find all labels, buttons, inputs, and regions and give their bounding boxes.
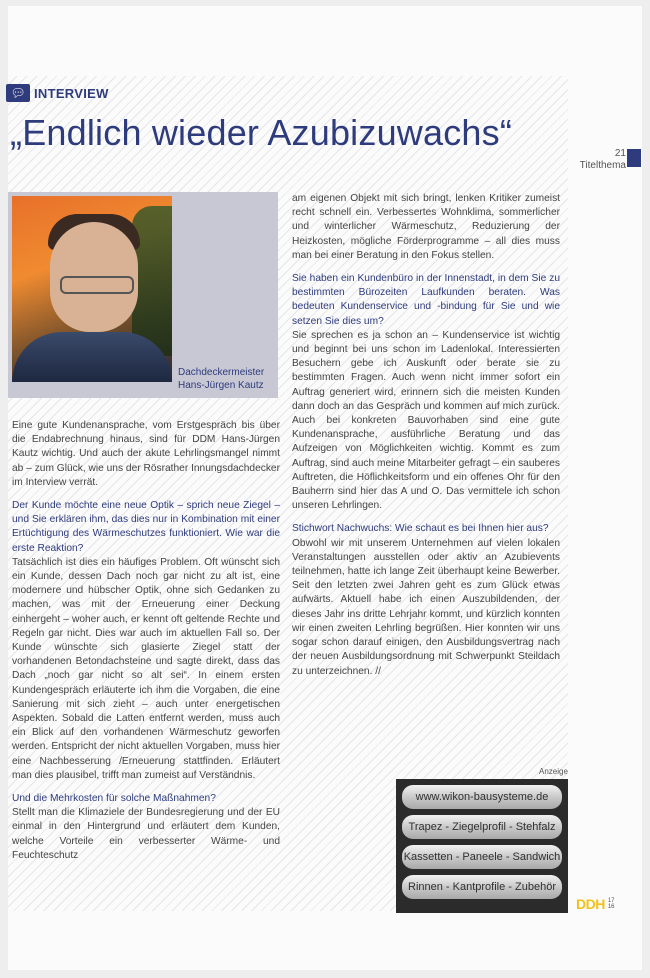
magazine-logo-block	[576, 896, 615, 912]
ddh-logo: DDH	[576, 896, 605, 912]
page-marker	[627, 149, 641, 167]
headline: „Endlich wieder Azubizuwachs“	[10, 112, 513, 153]
portrait-box	[8, 192, 278, 398]
question-4: Stichwort Nachwuchs: Wie schaut es bei Ihnen hier aus?	[292, 523, 549, 535]
ad-website-link[interactable]: www.wikon-bausysteme.de	[402, 785, 562, 809]
speech-bubble-icon: 💬︎	[6, 84, 30, 102]
caption-name: Hans-Jürgen Kautz	[178, 380, 264, 391]
ad-label: Anzeige	[539, 767, 568, 776]
issue-bottom: 16	[607, 904, 615, 910]
photo-caption	[178, 366, 274, 392]
section-label-text: INTERVIEW	[34, 85, 109, 101]
question-1: Der Kunde möchte eine neue Optik – sprich neue Ziegel – und Sie erklären ihm, das dies nur in Kombination mit einer Ertüchtigung des Wärmeschutzes funktioniert. Wie war die erste Reaktion?	[12, 500, 280, 554]
answer-3: Sie sprechen es ja schon an – Kundenservice ist wichtig und beginnt bei uns schon im Ladenlokal. Interessierten Besuchern gebe ich Auskunft oder berate sie zu bestimmten Fragen. Auch wenn nicht immer sofort ein Auftrag generiert wird, erinnern sich die meisten Kunden dann doch an das Gespräch und kommen auf mich zurück. Auch bei konkreten Bauvorhaben sind eine gute Kundenansprache, ausführliche Beratung und das Aufzeigen von Möglichkeiten wichtig. Kommt es zum Auftrag, sind auch meine Mitarbeiter gefragt – ein sauberes Auftreten, die Höflichkeitsform und ein offenes Ohr für den Bauherrn sind hier das A und O. Das vermittele ich schon unseren Lehrlingen.	[292, 329, 560, 512]
advertisement[interactable]	[396, 779, 568, 913]
shirt-shape	[12, 332, 172, 382]
issue-top: 17	[607, 898, 615, 904]
page-number: 21	[614, 148, 626, 159]
portrait-photo	[12, 196, 172, 382]
answer-2-continued: am eigenen Objekt mit sich bringt, lenken Kritiker zumeist recht schnell ein. Verbessertes Wohnklima, sommerlicher und winterlicher Wärmeschutz, Reduzierung der Heizkosten, mögliche Förderprogramme – all dies muss man bei einer Beratung in den Fokus stellen.	[292, 193, 560, 261]
ad-button-profiles[interactable]: Trapez - Ziegelprofil - Stehfalz	[402, 815, 562, 839]
issue-number	[608, 898, 615, 910]
question-2: Und die Mehrkosten für solche Maßnahmen?	[12, 793, 216, 805]
plant-shape	[132, 206, 172, 356]
ad-button-panels[interactable]: Kassetten - Paneele - Sandwich	[402, 845, 562, 869]
article-column-left	[12, 419, 280, 872]
section-label	[6, 82, 109, 104]
answer-1: Tatsächlich ist dies ein häufiges Problem. Oft wünscht sich ein Kunde, dessen Dach noch gar nicht zu alt ist, eine modernere und hübscher Optik, ohne sich Gedanken zu machen, was mit der Erneuerung einer Deckung einhergeht – woher auch, er kennt oft geltende Rechte und Regeln gar nicht. Dies war auch im aktuellen Fall so. Der Kunde wünschte sich glasierte Ziegel statt der vorhandenen Betondachsteine und sagte direkt, dass das Dach „noch gar nicht so alt sei“. In einem ersten Kundengespräch erläuterte ich ihm die Vorgaben, die eine Sanierung mit sich zieht – auch unter energetischen Aspekten. Sobald die Latten entfernt werden, muss auch ein Blick auf den vorhandenen Wärmeschutz geworfen werden. Entspricht der nicht aktuellen Vorgaben, muss hier eine Nachbesserung /Erneuerung stattfinden. Erläutert man dies plausibel, trifft man zumeist auf Verständnis.	[12, 556, 280, 781]
page-number-block	[580, 148, 626, 172]
page-topic: Titelthema	[579, 160, 626, 171]
question-3: Sie haben ein Kundenbüro in der Innenstadt, in dem Sie zu bestimmten Bürozeiten Laufkunden beraten. Was bedeuten Kundenservice und -bindung für Sie und wie setzen Sie dies um?	[292, 273, 560, 327]
glasses-shape	[60, 276, 134, 294]
caption-title: Dachdeckermeister	[178, 367, 265, 378]
intro-paragraph: Eine gute Kundenansprache, vom Erstgespräch bis über die Endabrechnung hinaus, sind für DDM Hans-Jürgen Kautz wichtig. Und auch der akute Lehrlingsmangel nimmt ab – zum Glück, wie uns der Rösrather Innungsdachdecker im Interview verrät.	[12, 420, 280, 488]
ad-button-gutters[interactable]: Rinnen - Kantprofile - Zubehör	[402, 875, 562, 899]
answer-2: Stellt man die Klimaziele der Bundesregierung und der EU einmal in den Hintergrund und erläutert dem Kunden, welche Vorteile ein verbesserter Wärme- und Feuchteschutz	[12, 807, 280, 861]
article-column-right	[292, 192, 560, 688]
answer-4: Obwohl wir mit unserem Unternehmen auf vielen lokalen Veranstaltungen ausstellen oder aktiv an Azubievents teilnehmen, hatte ich lange Zeit überhaupt keine Bewerber. Seit den letzten zwei Jahren geht es zum Glück etwas aufwärts. Aktuell habe ich einen Auszubildenden, der dieses Jahr ins dritte Lehrjahr kommt, und kürzlich konnten wir einen zweiten Lehrling begrüßen. Hier konnten wir uns sogar schon darauf einigen, den Ausbildungsvertrag nach der neuen Ausbildungsordnung mit Schwerpunkt Steildach zu unterzeichnen. //	[292, 537, 560, 677]
